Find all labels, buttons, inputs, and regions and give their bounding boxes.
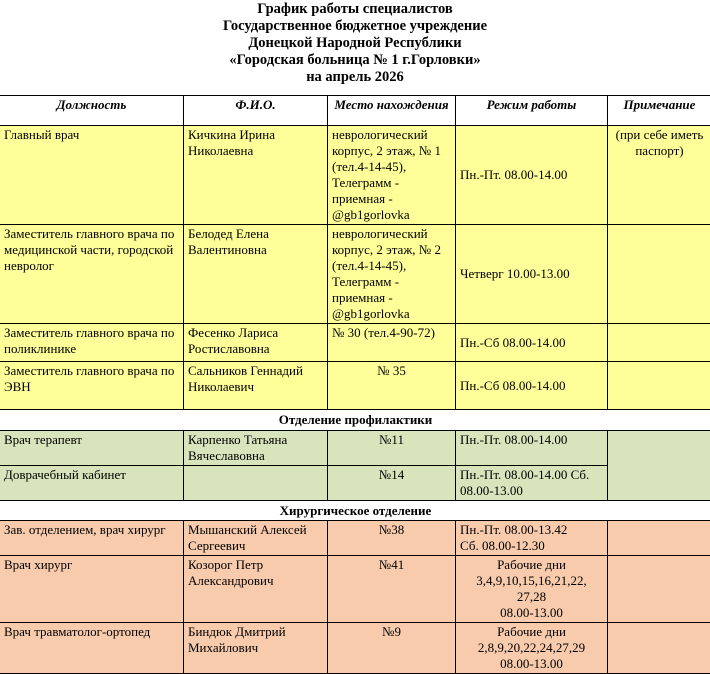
section-prevention: Отделение профилактики [0,410,710,431]
note [608,556,710,623]
table-row [0,324,710,362]
header-schedule: Режим работы [456,96,608,126]
schedule: Пн.-Пт. 08.00-14.00 [456,126,608,225]
note [608,225,710,324]
schedule: Пн.-Пт. 08.00-14.00 [456,431,608,466]
header-location: Место нахождения [328,96,456,126]
schedule-table [0,95,710,674]
position: Главный врач [0,126,184,225]
position: Врач травматолог-ортопед [0,623,184,674]
location: № 35 [328,362,456,410]
location: №41 [328,556,456,623]
schedule [456,556,608,623]
position: Заместитель главного врача по медицинской части, городской невролог [0,225,184,324]
schedule-line: Рабочие дни [460,557,603,573]
schedule-line: Сб. 08.00-12.30 [460,538,603,554]
location: неврологический корпус, 2 этаж, № 1 (тел.4-14-45), Телеграмм - приемная - @gb1gorlovka [328,126,456,225]
schedule [456,521,608,556]
table-row [0,623,710,674]
location: №11 [328,431,456,466]
section-surgery: Хирургическое отделение [0,501,710,521]
note [608,362,710,410]
schedule: Пн.-Сб 08.00-14.00 [456,324,608,362]
table-row [0,556,710,623]
position: Зав. отделением, врач хирург [0,521,184,556]
position: Заместитель главного врача по поликлинике [0,324,184,362]
schedule-line: 08.00-13.00 [460,605,603,621]
position: Доврачебный кабинет [0,466,184,501]
table-row [0,431,710,466]
header-position: Должность [0,96,184,126]
schedule [456,623,608,674]
location: №38 [328,521,456,556]
name: Мышанский Алексей Сергеевич [184,521,328,556]
position: Врач терапевт [0,431,184,466]
note [608,431,710,501]
title-line: «Городская больница № 1 г.Горловки» [0,52,710,69]
location: №9 [328,623,456,674]
title-line: Государственное бюджетное учреждение [0,18,710,35]
note: (при себе иметь паспорт) [608,126,710,225]
name: Фесенко Лариса Ростиславовна [184,324,328,362]
note [608,324,710,362]
name [184,466,328,501]
header-row [0,96,710,126]
table-row [0,362,710,410]
schedule-line: Рабочие дни [460,624,603,640]
location: № 30 (тел.4-90-72) [328,324,456,362]
header-name: Ф.И.О. [184,96,328,126]
table-row [0,225,710,324]
section-row [0,410,710,431]
table-row [0,126,710,225]
schedule-line: 2,8,9,20,22,24,27,29 [460,640,603,656]
position: Заместитель главного врача по ЭВН [0,362,184,410]
location: №14 [328,466,456,501]
note [608,623,710,674]
document-title [0,0,710,95]
title-line: График работы специалистов [0,1,710,18]
name: Кичкина Ирина Николаевна [184,126,328,225]
table-row [0,466,710,501]
title-line: на апрель 2026 [0,69,710,86]
note [608,521,710,556]
name: Белодед Елена Валентиновна [184,225,328,324]
name: Козорог Петр Александрович [184,556,328,623]
schedule: Пн.-Пт. 08.00-14.00 Сб. 08.00-13.00 [456,466,608,501]
location: неврологический корпус, 2 этаж, № 2 (тел.4-14-45), Телеграмм - приемная - @gb1gorlovka [328,225,456,324]
schedule-line: Пн.-Пт. 08.00-13.42 [460,522,603,538]
position: Врач хирург [0,556,184,623]
schedule: Пн.-Сб 08.00-14.00 [456,362,608,410]
title-line: Донецкой Народной Республики [0,35,710,52]
name: Биндюк Дмитрий Михайлович [184,623,328,674]
section-row [0,501,710,521]
schedule-line: 3,4,9,10,15,16,21,22, [460,573,603,589]
table-row [0,521,710,556]
schedule-line: 08.00-13.00 [460,656,603,672]
name: Карпенко Татьяна Вячеславовна [184,431,328,466]
schedule: Четверг 10.00-13.00 [456,225,608,324]
header-note: Примечание [608,96,710,126]
schedule-line: 27,28 [460,589,603,605]
name: Сальников Геннадий Николаевич [184,362,328,410]
